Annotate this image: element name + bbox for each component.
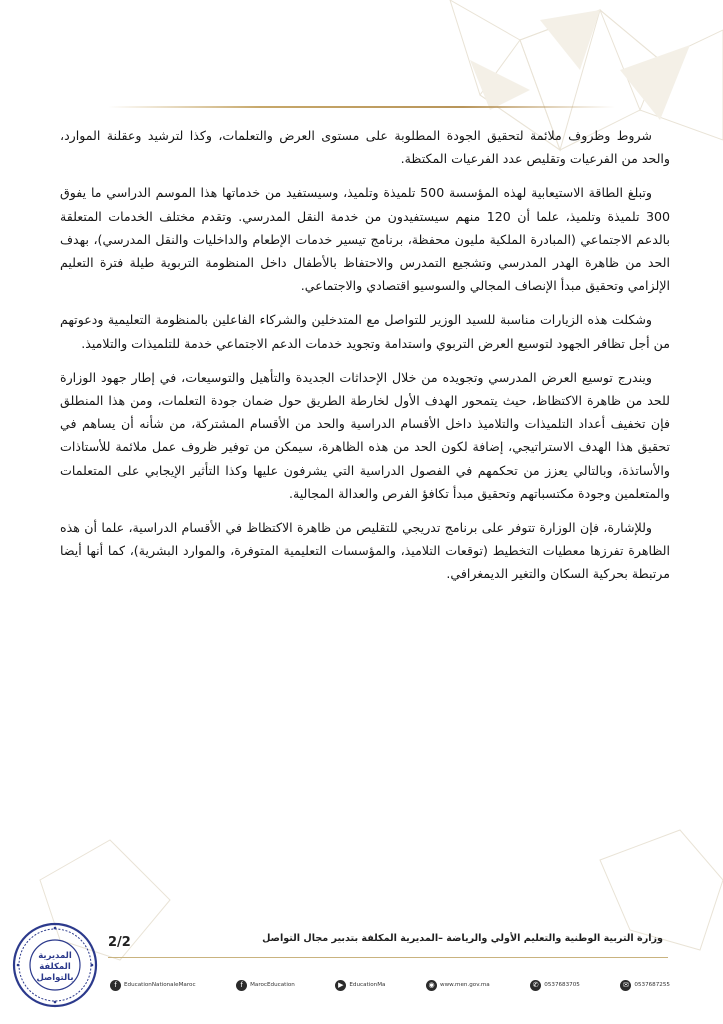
paragraph: شروط وظروف ملائمة لتحقيق الجودة المطلوبة على مستوى العرض والتعلمات، وكذا لترشيد وعقلنة الموارد، والحد من الفرعيات وتقليص عدد الفرعيات المكتظة. bbox=[60, 128, 670, 167]
seal-line-1: المديرية bbox=[38, 951, 72, 961]
article-body bbox=[60, 124, 670, 597]
paragraph: وشكلت هذه الزيارات مناسبة للسيد الوزير للتواصل مع المتدخلين والشركاء الفاعلين بالمنظومة التعليمية ودعوتهم من أجل تظافر الجهود لتوسيع العرض التربوي واستدامة وتجويد خدمات الدعم الاجتماعي خدمة للتلميذات والتلاميذ. bbox=[60, 312, 670, 351]
contact-youtube[interactable] bbox=[335, 980, 385, 991]
contact-facebook-main[interactable] bbox=[110, 980, 196, 991]
contact-fax[interactable] bbox=[620, 980, 670, 991]
header-divider bbox=[108, 106, 615, 108]
seal-line-3: بالتواصل bbox=[36, 973, 74, 983]
official-seal-icon bbox=[12, 922, 98, 1008]
paragraph: وتبلغ الطاقة الاستيعابية لهذه المؤسسة 500 تلميذة وتلميذ، وسيستفيد من خدماتها هذا الموسم الدراسي ما يفوق 300 تلميذة وتلميذ، علما أن 120 منهم سيستفيدون من خدمة النقل المدرسي. وتقدم مختلف الخدمات المتعلقة بالدعم الاجتماعي (المبادرة الملكية مليون محفظة، برنامج تيسير خدمات الإطعام والداخليات والنقل المدرسي)، بهدف الحد من ظاهرة الهدر المدرسي وتشجيع التمدرس والاحتفاظ بالأطفال داخل المنظومة التربوية طيلة فترة التعليم الإلزامي وتحقيق مبدأ الإنصاف المجالي والسوسيو اقتصادي والاجتماعي. bbox=[60, 185, 670, 294]
facebook-icon: f bbox=[236, 980, 247, 991]
youtube-icon: ▶ bbox=[335, 980, 346, 991]
paragraph: وللإشارة، فإن الوزارة تتوفر على برنامج تدريجي للتقليص من ظاهرة الاكتظاظ في الأقسام الدراسية، علما أن هذه الظاهرة تفرزها معطيات التخطيط (توقعات التلاميذ، والمؤسسات التعليمية المتوفرة، والموارد البشرية)، كما أنها أيضا مرتبطة بحركية السكان والتغير الديمغرافي. bbox=[60, 520, 670, 582]
contact-text: MarocEducation bbox=[250, 982, 295, 988]
fax-icon: ✉ bbox=[620, 980, 631, 991]
footer-divider bbox=[108, 957, 668, 958]
page-footer bbox=[0, 905, 723, 1024]
paragraph: ويندرج توسيع العرض المدرسي وتجويده من خلال الإحداثات الجديدة والتأهيل والتوسيعات، في إطار جهود الوزارة للحد من ظاهرة الاكتظاظ، حيث يتمحور الهدف الأول لخارطة الطريق حول ضمان جودة التعلمات، ومن هذا المنطلق فإن تخفيف أعداد التلميذات والتلاميذ داخل الأقسام الدراسية والحد من الأقسام المشتركة، من شأنه أن يساهم في تحقيق هذا الهدف الاستراتيجي، إضافة لكون الحد من هذه الظاهرة، سيمكن من توفير ظروف عمل ملائمة للأستاذات والأساتذة، وبالتالي يعزز من تحكمهم في الفصول الدراسية التي يشرفون عليها وكذا التأثير الإيجابي على المتعلمات والمتعلمين وجودة مكتسباتهم وتحقيق مبدأ تكافؤ الفرص والعدالة المجالية. bbox=[60, 369, 670, 501]
ministry-footer-line: وزارة التربية الوطنية والتعليم الأولي والرياضة –المديرية المكلفة بتدبير مجال التواصل bbox=[262, 933, 663, 944]
contact-text: EducationMa bbox=[349, 982, 386, 988]
contact-text: 0537683705 bbox=[544, 982, 580, 988]
page-number: 2/2 bbox=[108, 935, 131, 950]
contact-phone[interactable] bbox=[530, 980, 580, 991]
contact-facebook-secondary[interactable] bbox=[236, 980, 295, 991]
website-icon: ◉ bbox=[426, 980, 437, 991]
contact-text: www.men.gov.ma bbox=[440, 982, 490, 988]
phone-icon: ✆ bbox=[530, 980, 541, 991]
contact-website[interactable] bbox=[426, 980, 490, 991]
contact-text: EducationNationaleMaroc bbox=[124, 982, 196, 988]
contact-text: 0537687255 bbox=[634, 982, 670, 988]
facebook-icon: f bbox=[110, 980, 121, 991]
seal-line-2: المكلفة bbox=[39, 962, 71, 972]
contact-bar bbox=[110, 974, 670, 996]
